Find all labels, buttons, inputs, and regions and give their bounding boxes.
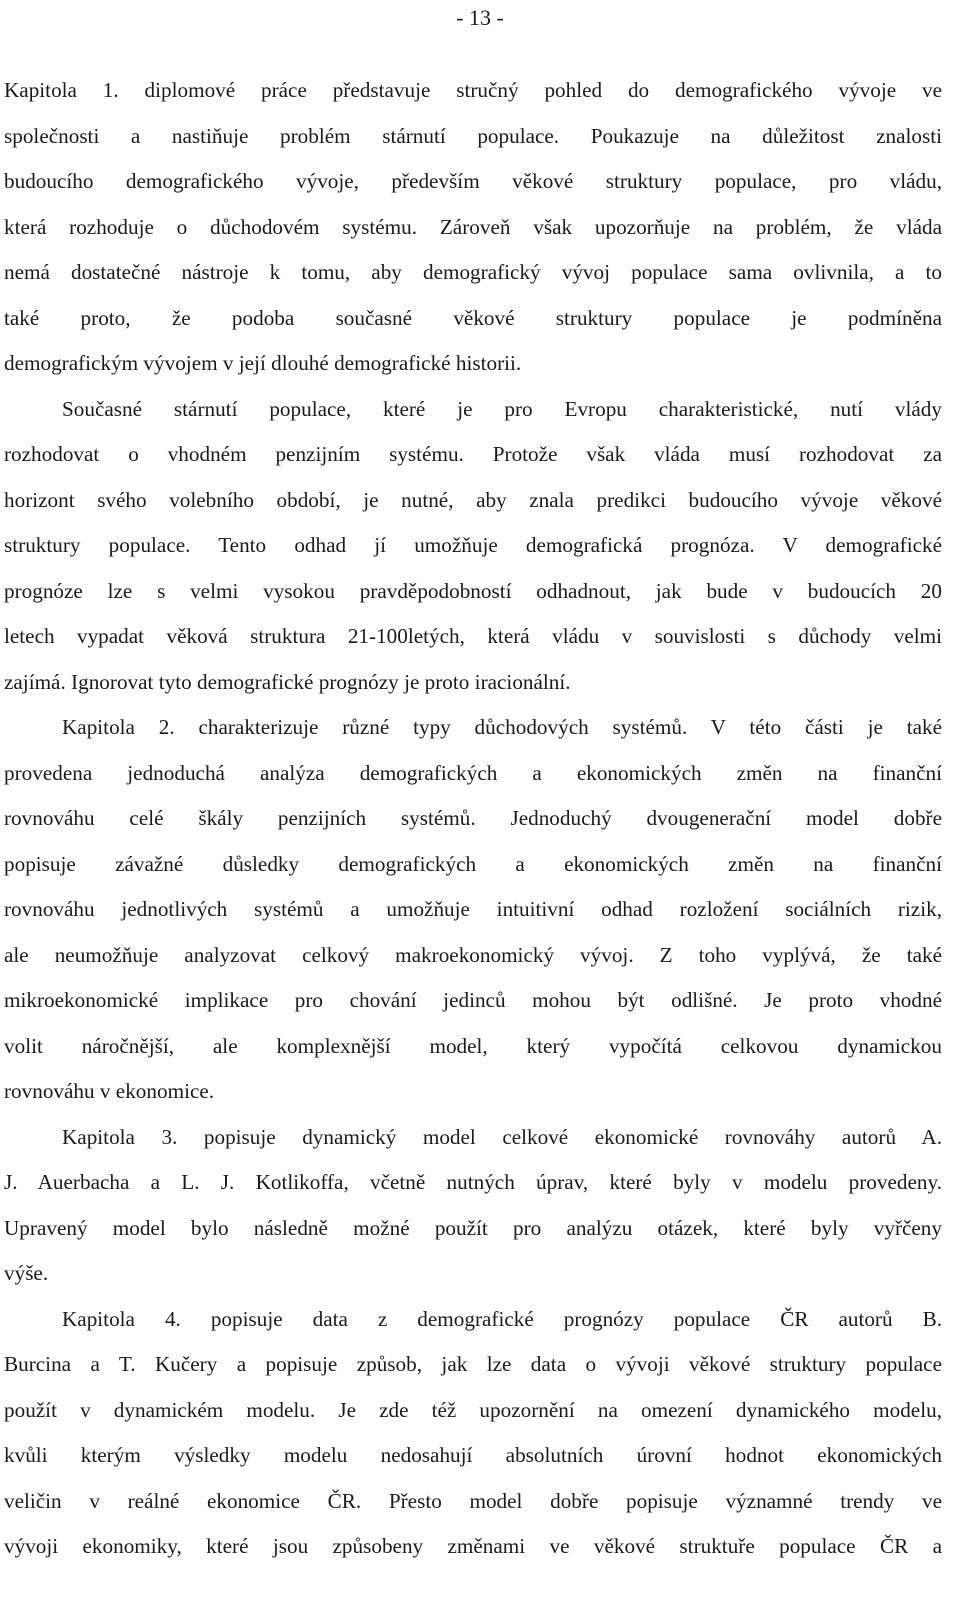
text-line: rozhodovat o vhodném penzijním systému. Protože však vláda musí rozhodovat za	[4, 442, 942, 466]
text-line: struktury populace. Tento odhad jí umožňuje demografická prognóza. V demografické	[4, 533, 942, 557]
text-line: rovnováhu v ekonomice.	[4, 1079, 215, 1103]
text-line: rovnováhu celé škály penzijních systémů. Jednoduchý dvougenerační model dobře	[4, 806, 942, 830]
text-line: Současné stárnutí populace, které je pro Evropu charakteristické, nutí vlády	[62, 396, 942, 421]
text-line: Burcina a T. Kučery a popisuje způsob, jak lze data o vývoji věkové struktury populace	[4, 1352, 942, 1376]
text-line: nemá dostatečné nástroje k tomu, aby demografický vývoj populace sama ovlivnila, a to	[4, 260, 942, 284]
text-line: mikroekonomické implikace pro chování jedinců mohou být odlišné. Je proto vhodné	[4, 988, 942, 1012]
text-line: prognóze lze s velmi vysokou pravděpodobností odhadnout, jak bude v budoucích 20	[4, 578, 942, 603]
page-number: - 13 -	[456, 5, 504, 30]
text-line: rovnováhu jednotlivých systémů a umožňuje intuitivní odhad rozložení sociálních rizik,	[4, 897, 942, 921]
text-line: výše.	[4, 1261, 49, 1285]
text-line: budoucího demografického vývoje, především věkové struktury populace, pro vládu,	[4, 169, 942, 193]
text-line: letech vypadat věková struktura 21-100letých, která vládu v souvislosti s důchody velmi	[4, 624, 942, 648]
text-line: použít v dynamickém modelu. Je zde též upozornění na omezení dynamického modelu,	[4, 1397, 942, 1422]
text-line: popisuje závažné důsledky demografických a ekonomických změn na finanční	[4, 851, 942, 876]
text-line: také proto, že podoba současné věkové struktury populace je podmíněna	[4, 305, 942, 330]
text-line: ale neumožňuje analyzovat celkový makroekonomický vývoj. Z toho vyplývá, že také	[4, 942, 942, 967]
text-line: demografickým vývojem v její dlouhé demografické historii.	[4, 351, 522, 375]
text-line: Upravený model bylo následně možné použít pro analýzu otázek, které byly vyřčeny	[4, 1215, 942, 1240]
text-line: Kapitola 1. diplomové práce představuje stručný pohled do demografického vývoje ve	[4, 78, 942, 102]
text-line: volit náročnější, ale komplexnější model, který vypočítá celkovou dynamickou	[4, 1033, 942, 1058]
text-line: horizont svého volebního období, je nutné, aby znala predikci budoucího vývoje věkové	[4, 487, 942, 512]
text-line: která rozhoduje o důchodovém systému. Zároveň však upozorňuje na problém, že vláda	[4, 214, 942, 239]
text-line: provedena jednoduchá analýza demografických a ekonomických změn na finanční	[4, 760, 942, 785]
text-line: zajímá. Ignorovat tyto demografické prognózy je proto iracionální.	[4, 669, 571, 694]
text-line: vývoji ekonomiky, které jsou způsobeny změnami ve věkové struktuře populace ČR a	[4, 1534, 942, 1558]
body-text	[4, 68, 942, 1570]
text-line: společnosti a nastiňuje problém stárnutí populace. Poukazuje na důležitost znalosti	[4, 123, 942, 148]
text-line: J. Auerbacha a L. J. Kotlikoffa, včetně nutných úprav, které byly v modelu provedeny.	[4, 1170, 942, 1194]
text-line: Kapitola 2. charakterizuje různé typy důchodových systémů. V této části je také	[62, 715, 942, 739]
text-line: Kapitola 3. popisuje dynamický model celkové ekonomické rovnováhy autorů A.	[62, 1124, 942, 1149]
text-line: veličin v reálné ekonomice ČR. Přesto model dobře popisuje významné trendy ve	[4, 1488, 942, 1513]
text-line: Kapitola 4. popisuje data z demografické prognózy populace ČR autorů B.	[62, 1306, 942, 1331]
text-line: kvůli kterým výsledky modelu nedosahují absolutních úrovní hodnot ekonomických	[4, 1443, 942, 1467]
